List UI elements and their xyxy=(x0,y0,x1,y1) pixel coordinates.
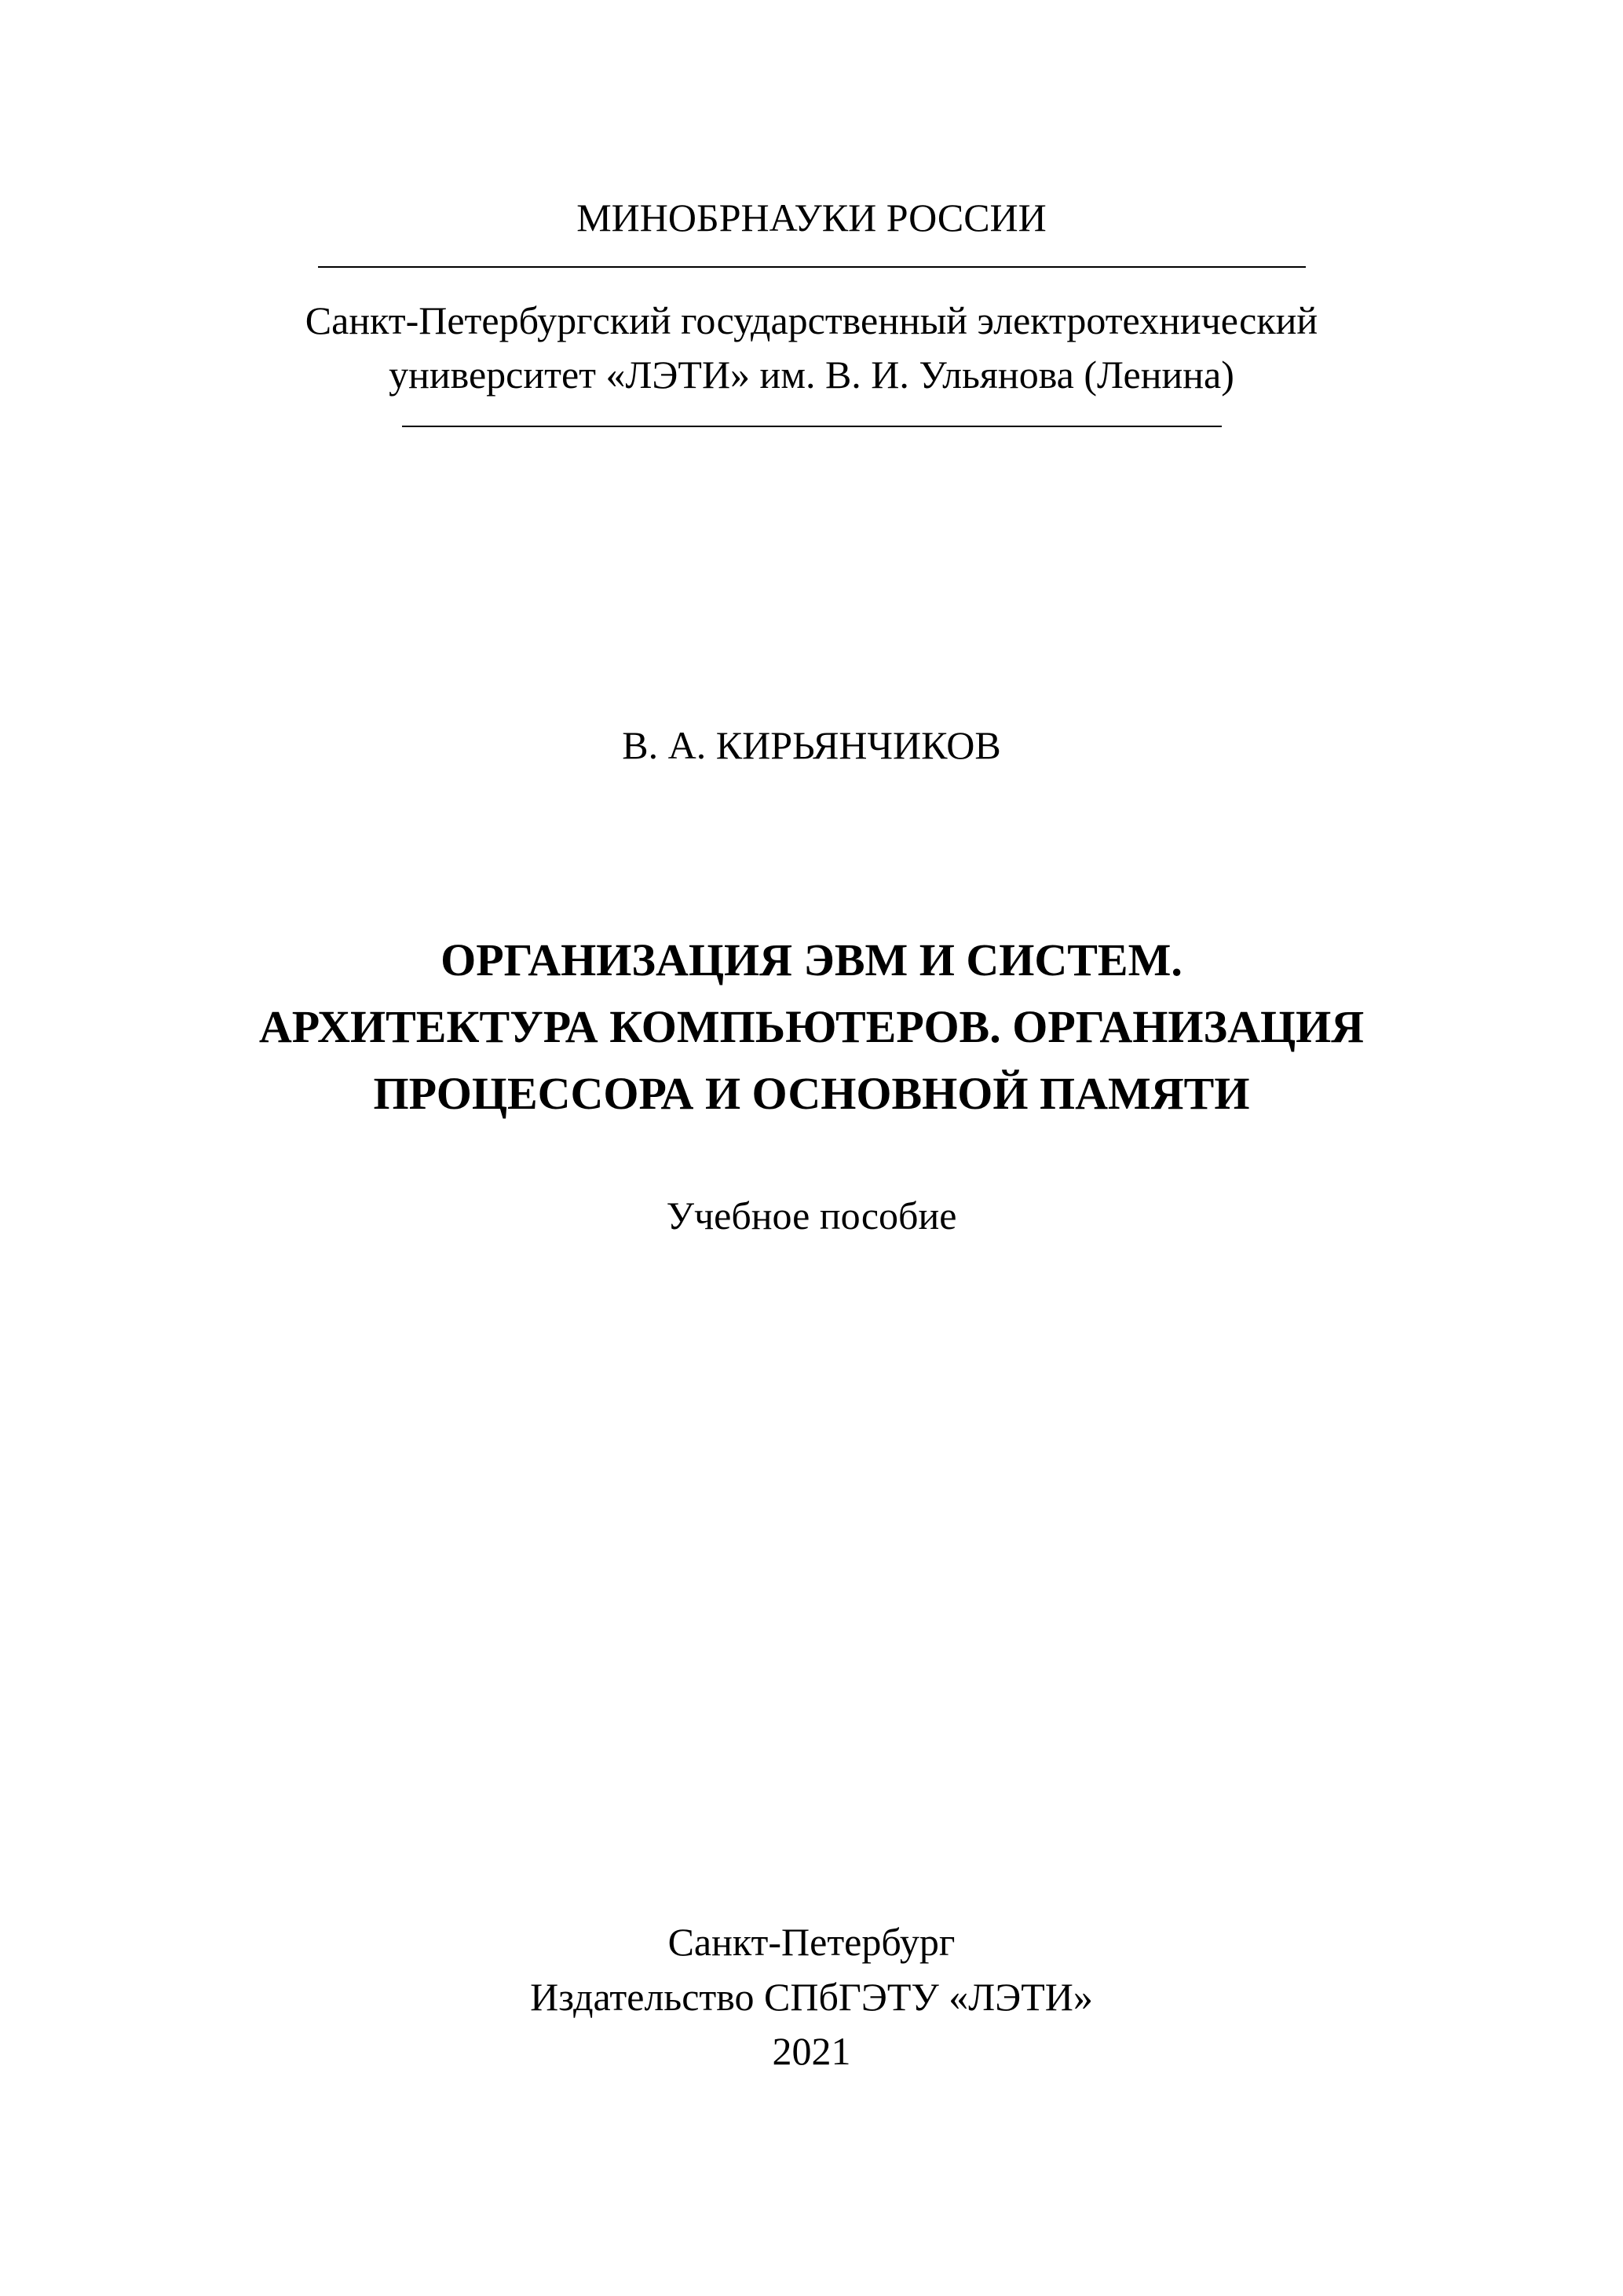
header-divider-bottom xyxy=(402,426,1222,427)
book-title-line1: ОРГАНИЗАЦИЯ ЭВМ И СИСТЕМ. xyxy=(440,934,1183,985)
header-divider-top xyxy=(318,266,1306,268)
author-name: В. А. КИРЬЯНЧИКОВ xyxy=(622,723,1001,767)
imprint-city: Санкт-Петербург xyxy=(667,1920,956,1964)
book-title-line3: ПРОЦЕССОРА И ОСНОВНОЙ ПАМЯТИ xyxy=(373,1068,1250,1119)
book-subtitle: Учебное пособие xyxy=(666,1194,957,1238)
imprint-publisher: Издательство СПбГЭТУ «ЛЭТИ» xyxy=(530,1975,1093,2019)
book-title-line2: АРХИТЕКТУРА КОМПЬЮТЕРОВ. ОРГАНИЗАЦИЯ xyxy=(258,1001,1365,1052)
imprint-year: 2021 xyxy=(772,2029,851,2073)
ministry-heading: МИНОБРНАУКИ РОССИИ xyxy=(576,196,1047,239)
university-name-line1: Санкт-Петербургский государственный электротехнический xyxy=(305,298,1318,342)
university-name-line2: университет «ЛЭТИ» им. В. И. Ульянова (Ленина) xyxy=(389,353,1234,397)
